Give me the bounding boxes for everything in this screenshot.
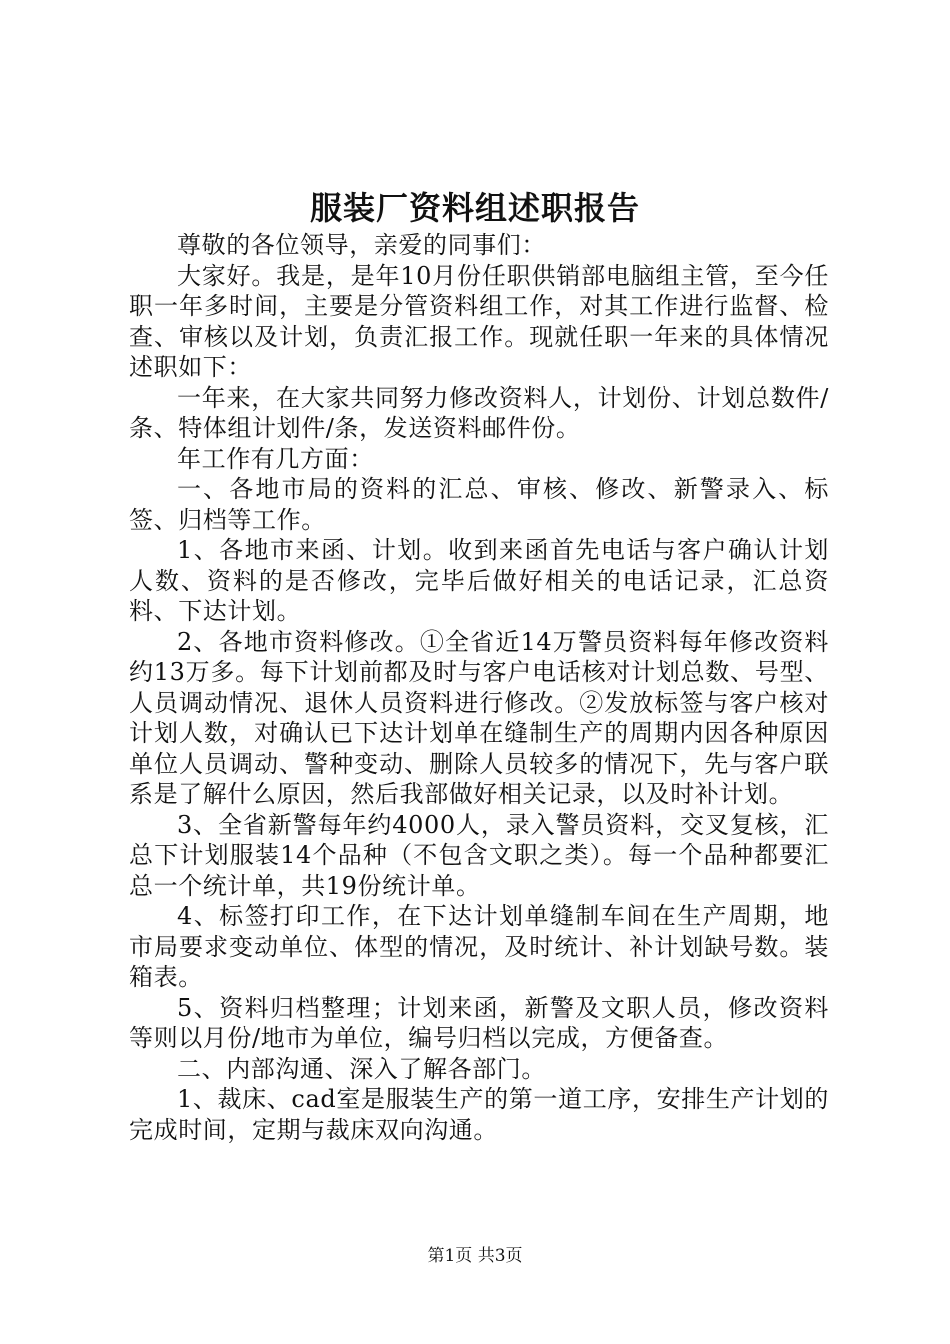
section-one-heading: 一、各地市局的资料的汇总、审核、修改、新警录入、标签、归档等工作。 xyxy=(129,475,829,534)
item-2-paragraph: 2、各地市资料修改。①全省近14万警员资料每年修改资料约13万多。每下计划前都及时与客户电话核对计划总数、号型、人员调动情况、退休人员资料进行修改。②发放标签与客户核对计划人数，对确认已下达计划单在缝制生产的周期内因各种原因单位人员调动、警种变动、删除人员较多的情况下，先与客户联系是了解什么原因，然后我部做好相关记录，以及时补计划。 xyxy=(129,627,829,808)
summary-paragraph: 一年来，在大家共同努力修改资料人，计划份、计划总数件/条、特体组计划件/条，发送资料邮件份。 xyxy=(129,383,829,442)
item-5-paragraph: 5、资料归档整理；计划来函，新警及文职人员，修改资料等则以月份/地市为单位，编号归档以完成，方便备查。 xyxy=(129,993,829,1052)
salutation-paragraph: 尊敬的各位领导，亲爱的同事们： xyxy=(177,231,546,259)
item-1-paragraph: 1、各地市来函、计划。收到来函首先电话与客户确认计划人数、资料的是否修改，完毕后做好相关的电话记录，汇总资料、下达计划。 xyxy=(129,536,829,625)
document-body xyxy=(129,230,829,1145)
section-two-heading: 二、内部沟通、深入了解各部门。 xyxy=(177,1054,546,1083)
work-aspects-paragraph: 年工作有几方面： xyxy=(177,444,374,473)
page-footer: 第1页 共3页 xyxy=(427,1246,523,1266)
item-4-paragraph: 4、标签打印工作，在下达计划单缝制车间在生产周期，地市局要求变动单位、体型的情况，及时统计、补计划缺号数。装箱表。 xyxy=(129,902,829,991)
item-3-paragraph: 3、全省新警每年约4000人，录入警员资料，交叉复核，汇总下计划服装14个品种（不包含文职之类）。每一个品种都要汇总一个统计单，共19份统计单。 xyxy=(129,810,829,900)
intro-paragraph: 大家好。我是，是年10月份任职供销部电脑组主管，至今任职一年多时间，主要是分管资料组工作，对其工作进行监督、检查、审核以及计划，负责汇报工作。现就任职一年来的具体情况述职如下： xyxy=(129,261,829,381)
document-title: 服装厂资料组述职报告 xyxy=(309,189,640,227)
section-two-item-1-paragraph: 1、裁床、cad室是服装生产的第一道工序，安排生产计划的完成时间，定期与裁床双向沟通。 xyxy=(129,1085,829,1144)
